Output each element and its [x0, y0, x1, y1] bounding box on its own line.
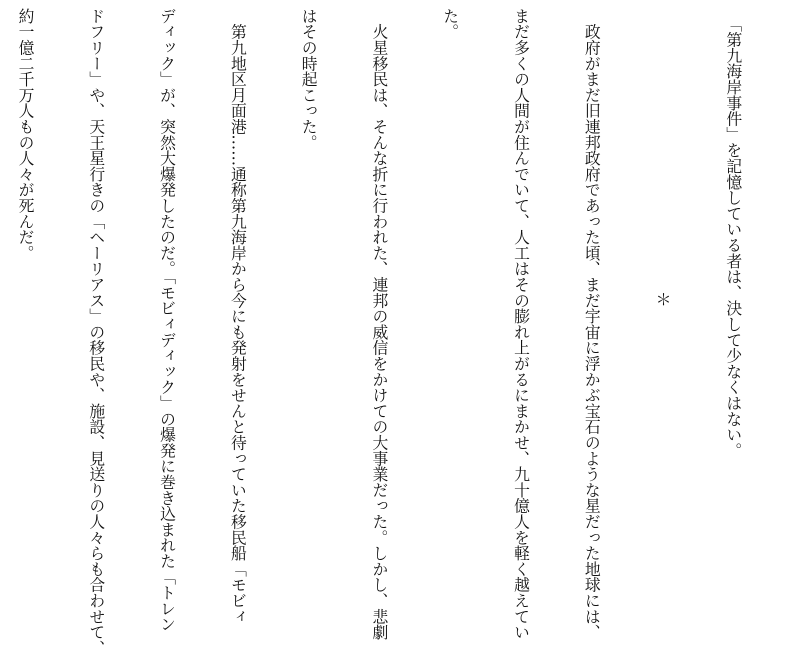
- text-column-1: 「第九海岸事件」を記憶している者は、決して少なくはない。: [723, 8, 743, 459]
- text-column-10: 約一億二千万人もの人々が死んだ。: [16, 8, 35, 261]
- text-column-4: た。: [440, 8, 460, 40]
- section-marker-1: ＊: [653, 291, 673, 307]
- text-column-6: はその時起こった。: [299, 8, 319, 151]
- text-column-3: まだ多くの人間が住んでいて、人工はその膨れ上がるにまかせ、九十億人を軽く越えてい: [511, 8, 531, 640]
- text-column-9: ドフリー」や、天王星行きの「ヘーリアス」の移民や、施設、見送りの人々らも合わせて、: [86, 8, 106, 656]
- vertical-text-body: [0, 8, 792, 656]
- text-column-8: ディック」が、突然大爆発したのだ。「モビィディック」の爆発に巻き込まれた「トレン: [157, 8, 177, 633]
- text-column-5: 火星移民は、そんな折に行われた、連邦の威信をかけての大事業だった。しかし、悲劇: [369, 8, 389, 640]
- text-column-2: 政府がまだ旧連邦政府であった頃、まだ宇宙に浮かぶ宝石のような星だった地球には、: [582, 8, 602, 640]
- text-column-7: 第九地区月面港……通称第九海岸から今にも発射をせんと待っていた移民船「モビィ: [228, 8, 248, 625]
